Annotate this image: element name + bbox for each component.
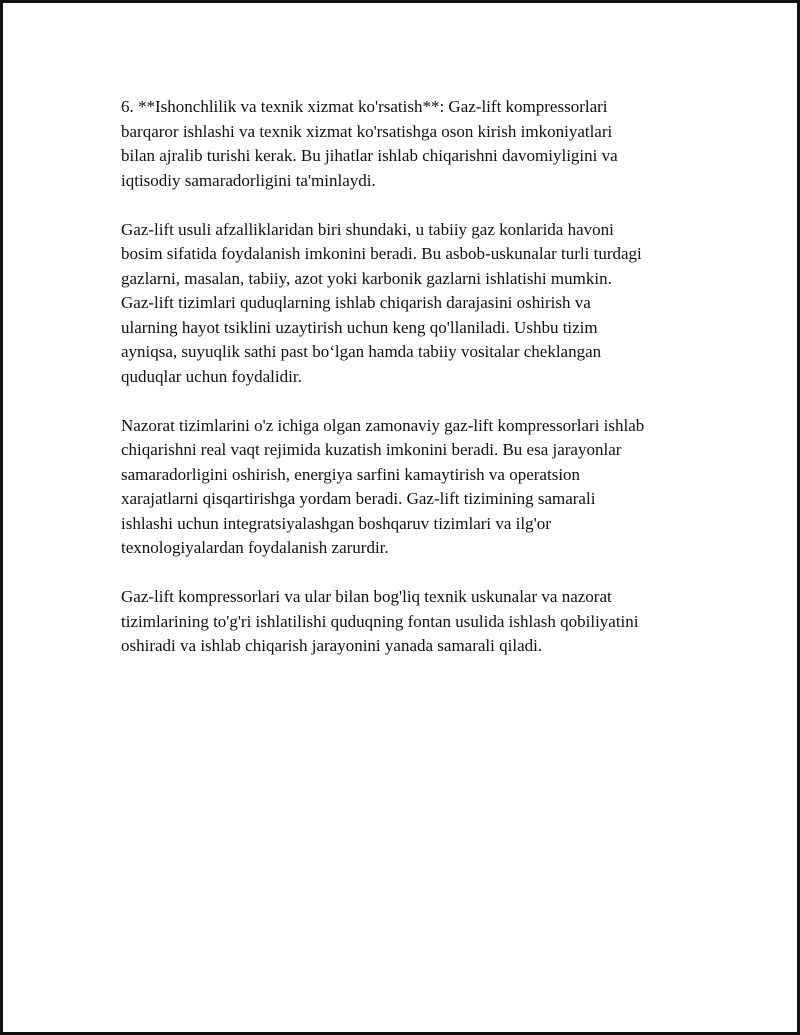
text-line: Gaz-lift kompressorlari va ular bilan bog'liq texnik uskunalar va nazorat — [121, 587, 612, 606]
text-line: oshiradi va ishlab chiqarish jarayonini yanada samarali qiladi. — [121, 636, 543, 655]
paragraph-control-systems — [121, 414, 701, 561]
text-line: iqtisodiy samaradorligini ta'minlaydi. — [121, 170, 376, 190]
text-line: tizimlarining to'g'ri ishlatilishi quduqning fontan usulida ishlash qobiliyatini — [121, 611, 639, 631]
text-line: xarajatlarni qisqartirishga yordam beradi. Gaz-lift tizimining samarali — [121, 489, 596, 508]
text-line: Gaz-lift usuli afzalliklaridan biri shundaki, u tabiiy gaz konlarida havoni — [121, 219, 614, 239]
text-line: 6. **Ishonchlilik va texnik xizmat ko'rsatish**: Gaz-lift kompressorlari — [121, 97, 608, 116]
text-line: Gaz-lift tizimlari quduqlarning ishlab chiqarish darajasini oshirish va — [121, 293, 591, 312]
text-line: ayniqsa, suyuqlik sathi past bo‘lgan hamda tabiiy vositalar cheklangan — [121, 342, 602, 361]
text-line: bosim sifatida foydalanish imkonini beradi. Bu asbob-uskunalar turli turdagi — [121, 244, 642, 263]
text-line: ishlashi uchun integratsiyalashgan boshqaruv tizimlari va ilg'or — [121, 513, 551, 533]
text-line: barqaror ishlashi va texnik xizmat ko'rsatishga oson kirish imkoniyatlari — [121, 121, 613, 141]
text-line: ularning hayot tsiklini uzaytirish uchun keng qo'llaniladi. Ushbu tizim — [121, 317, 598, 337]
document-body — [121, 95, 701, 683]
text-line: chiqarishni real vaqt rejimida kuzatish imkonini beradi. Bu esa jarayonlar — [121, 440, 622, 459]
paragraph-conclusion — [121, 585, 701, 659]
text-line: bilan ajralib turishi kerak. Bu jihatlar ishlab chiqarishni davomiyligini va — [121, 146, 618, 165]
paragraph-reliability — [121, 95, 701, 193]
text-line: texnologiyalardan foydalanish zarurdir. — [121, 538, 389, 557]
text-line: gazlarni, masalan, tabiiy, azot yoki karbonik gazlarni ishlatishi mumkin. — [121, 268, 612, 288]
text-line: Nazorat tizimlarini o'z ichiga olgan zamonaviy gaz-lift kompressorlari ishlab — [121, 415, 645, 435]
paragraph-gas-lift-advantages — [121, 218, 701, 390]
text-line: samaradorligini oshirish, energiya sarfini kamaytirish va operatsion — [121, 464, 581, 484]
text-line: quduqlar uchun foydalidir. — [121, 366, 302, 386]
